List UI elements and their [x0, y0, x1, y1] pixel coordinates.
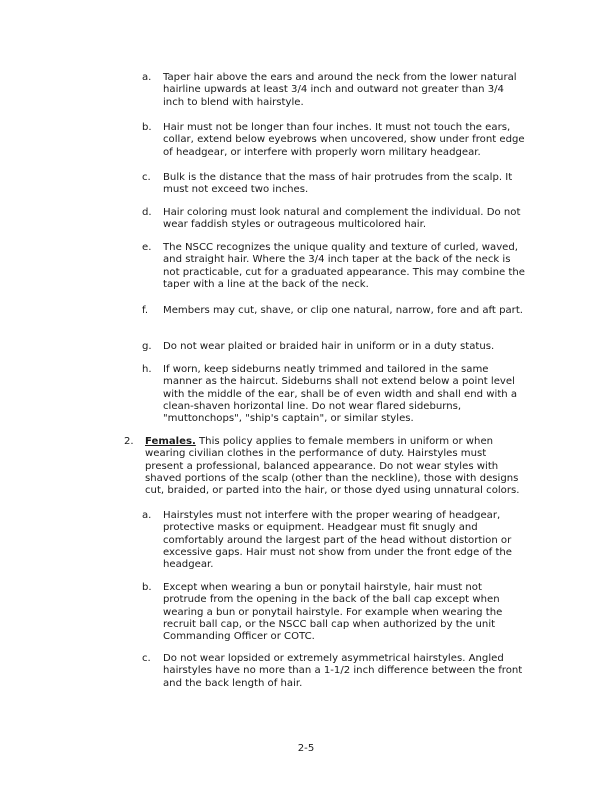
list-item	[142, 364, 526, 425]
list-item-text: Hair coloring must look natural and complement the individual. Do not wear faddish styles or outrageous multicolored hair.	[163, 207, 521, 231]
list-item	[142, 72, 526, 109]
list-item-text: Do not wear lopsided or extremely asymmetrical hairstyles. Angled hairstyles have no more than a 1-1/2 inch difference between the front and the back length of hair.	[163, 653, 523, 689]
paragraph-body: This policy applies to female members in uniform or when wearing civilian clothes in the performance of duty. Hairstyles must present a professional, balanced appearance. Do not wear styles with shaved portions of the scalp (other than the neckline), those with designs cut, braided, or parted into the hair, or those dyed using unnatural colors.	[145, 436, 520, 497]
page-number: 2-5	[297, 743, 315, 754]
section-heading: Females.	[145, 436, 196, 447]
list-item-text: Bulk is the distance that the mass of hair protrudes from the scalp. It must not exceed two inches.	[163, 172, 513, 196]
list-marker: e.	[142, 242, 152, 253]
list-item-text: Members may cut, shave, or clip one natural, narrow, fore and aft part.	[163, 305, 523, 316]
list-item-text: Do not wear plaited or braided hair in uniform or in a duty status.	[163, 341, 495, 352]
list-item-text: Taper hair above the ears and around the neck from the lower natural hairline upwards at least 3/4 inch and outward not greater than 3/4 inch to blend with hairstyle.	[163, 72, 517, 108]
list-item	[142, 653, 526, 690]
list-marker: c.	[142, 172, 151, 183]
list-item	[142, 242, 526, 291]
list-item-text: Hairstyles must not interfere with the proper wearing of headgear, protective masks or equipment. Headgear must fit snugly and comfortably around the largest part of the head without distortion or excessive gaps. Hair must not show from under the front edge of the headgear.	[163, 510, 513, 571]
list-marker: b.	[142, 582, 152, 593]
list-marker: d.	[142, 207, 152, 218]
list-item	[142, 582, 526, 643]
list-item	[142, 305, 526, 317]
list-marker: h.	[142, 364, 152, 375]
list-marker: c.	[142, 653, 151, 664]
list-item-text: Hair must not be longer than four inches. It must not touch the ears, collar, extend below eyebrows when uncovered, show under front edge of headgear, or interfere with properly worn military headgear.	[163, 122, 525, 158]
list-item-text: If worn, keep sideburns neatly trimmed and tailored in the same manner as the haircut. Sideburns shall not extend below a point level with the middle of the ear, shall be of even width and shall end with a clean-shaven horizontal line. Do not wear flared sideburns, "muttonchops", "ship's captain", or similar styles.	[163, 364, 518, 425]
list-marker: a.	[142, 510, 152, 521]
list-item	[142, 122, 526, 159]
list-item-text: Except when wearing a bun or ponytail hairstyle, hair must not protrude from the opening in the back of the ball cap except when wearing a bun or ponytail hairstyle. For example when wearing the recruit ball cap, or the NSCC ball cap when authorized by the unit Commanding Officer or COTC.	[163, 582, 503, 643]
list-marker: g.	[142, 341, 152, 352]
list-item	[142, 341, 526, 353]
list-item	[142, 172, 526, 197]
numbered-paragraph-females	[124, 436, 526, 497]
list-marker: a.	[142, 72, 152, 83]
list-item	[142, 207, 526, 232]
paragraph-text	[145, 436, 526, 497]
list-item-text: The NSCC recognizes the unique quality and texture of curled, waved, and straight hair. Where the 3/4 inch taper at the back of the neck is not practicable, cut for a graduated appearance. This may combine the taper with a line at the back of the neck.	[163, 242, 525, 290]
list-marker: f.	[142, 305, 149, 316]
list-marker: 2.	[124, 436, 134, 447]
list-marker: b.	[142, 122, 152, 133]
list-item	[142, 510, 526, 571]
